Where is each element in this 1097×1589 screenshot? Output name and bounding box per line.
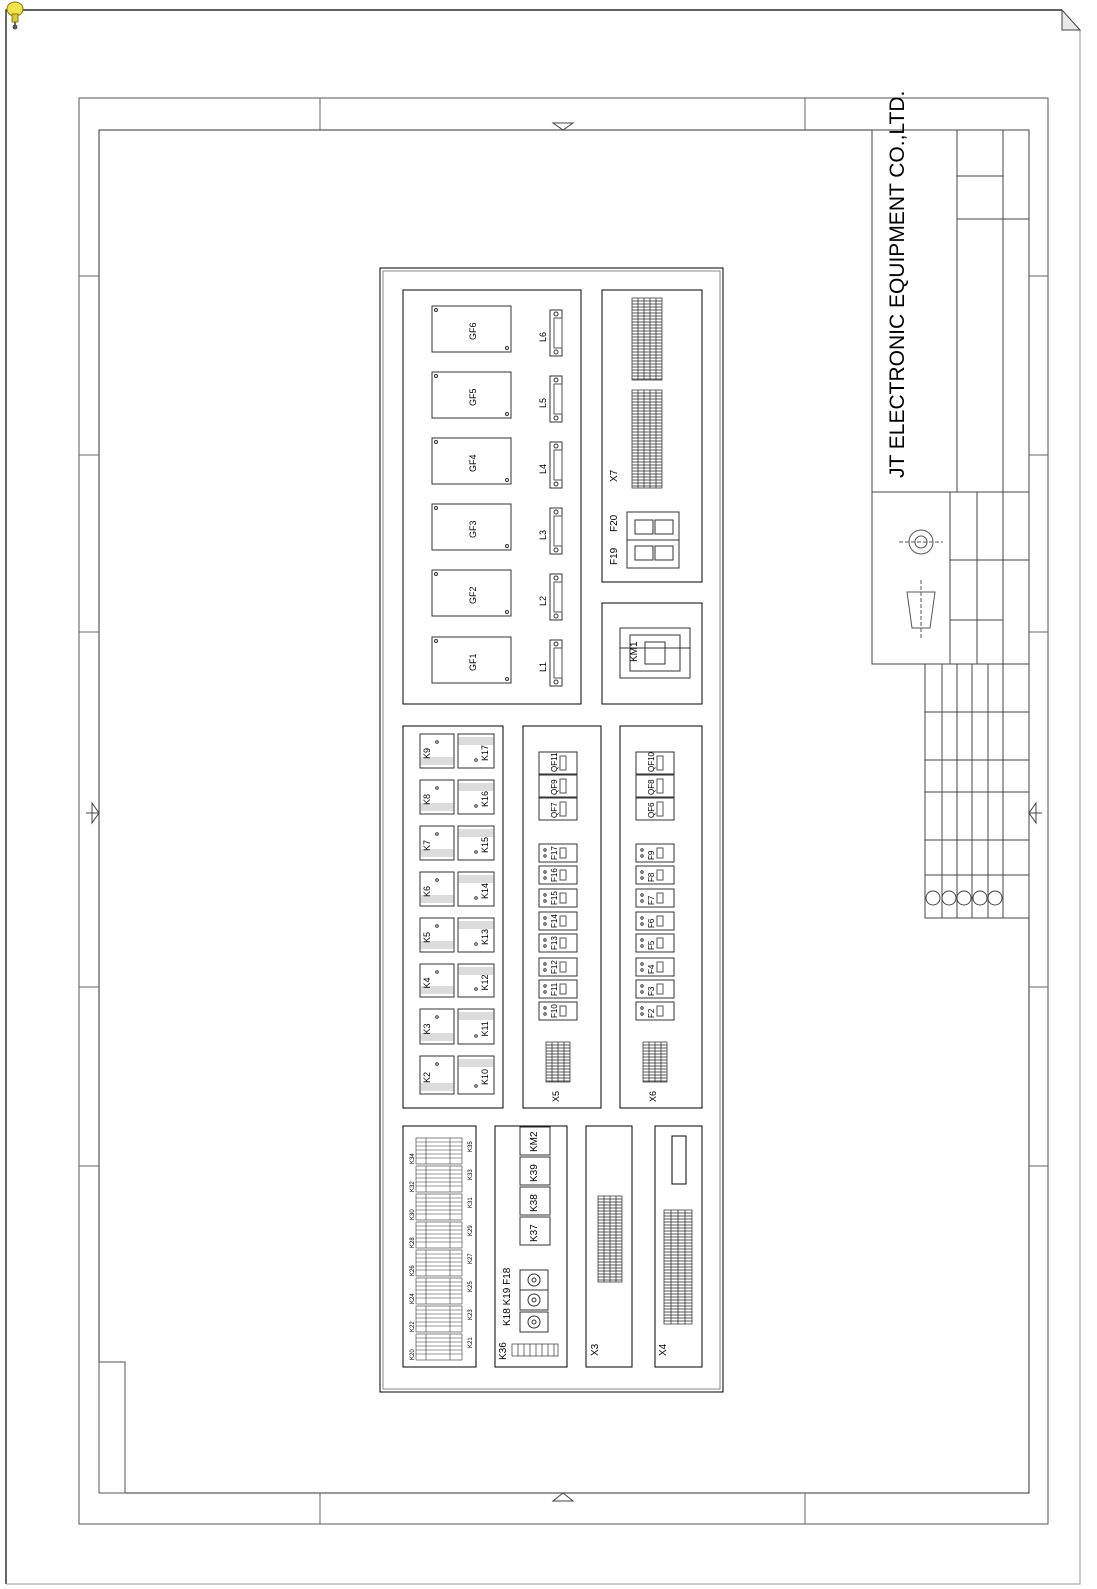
terminal-label: X6 [648,1090,658,1102]
module-k39 [520,1157,550,1185]
breaker-label: GF6 [468,322,478,340]
fuse-label: F2 [647,1008,656,1018]
timer-relays [520,1270,548,1332]
relay-label: K6 [422,885,432,897]
small-relay-pair [416,1222,462,1248]
relay-k5 [420,918,454,952]
reactor-l3 [538,508,562,554]
small-relay-group [410,1138,474,1360]
main-panel-outer [380,268,723,1392]
breaker-gf6 [432,306,511,352]
qf-label: QF11 [550,752,559,772]
reactor-label: L6 [538,331,548,342]
fuse-holder-f19-f20 [627,512,679,568]
module-km2 [520,1127,550,1155]
qf-label: QF6 [647,802,656,818]
small-relay-label: K22 [410,1321,416,1332]
relay-label: K8 [422,793,432,805]
x7-label: X7 [609,469,620,482]
reactor-label: L3 [538,529,548,540]
x3-panel [586,1126,632,1367]
relay-label: K7 [422,839,432,851]
reactor-label: L2 [538,595,548,606]
projection-symbol [899,530,943,640]
fuse-label: F7 [647,895,656,905]
relay-k10 [458,1056,494,1094]
breaker-qf11 [539,752,577,774]
fuse-f11 [539,980,577,998]
qf-label: QF9 [550,779,559,795]
relay-k3 [420,1009,454,1044]
fuse-label: F9 [647,850,656,860]
relay-k6 [420,872,454,906]
fuse-f10 [539,1002,577,1020]
small-relay-label: K23 [468,1309,474,1320]
breaker-qf10 [636,751,674,774]
x5-fuse-group [539,752,577,1102]
fuse-f8 [636,866,674,884]
small-relay-label: K29 [468,1225,474,1236]
relay-label: K11 [480,1021,490,1037]
module-label: K38 [529,1194,540,1212]
fuse-label: F11 [550,982,559,996]
k36-group [498,1127,558,1360]
reactor-l4 [538,442,562,488]
fuse-f13 [539,934,577,952]
relay-label: K5 [422,931,432,943]
pushpin-icon[interactable] [4,0,26,30]
relay-k4 [420,964,454,997]
x4-label-plate [672,1136,686,1184]
relay-k17 [458,734,494,768]
small-relay-pair [416,1278,462,1304]
f20-label: F20 [609,514,620,532]
small-relay-label: K20 [410,1349,416,1360]
fuse-label: F8 [647,872,656,882]
breaker-qf7 [539,798,577,820]
fuse-label: F4 [647,964,656,974]
page-corner-fold [1062,10,1080,30]
fuse-label: F6 [647,918,656,928]
fuse-f2 [636,1002,674,1020]
module-label: K39 [529,1164,540,1182]
x7-terminal-block-1 [632,298,662,380]
small-relay-pair [416,1166,462,1192]
relay-label: K2 [422,1071,432,1083]
reactor-l1 [538,640,562,686]
breaker-gf2 [432,570,511,616]
timer-labels: K18 K19 F18 [502,1267,513,1326]
km1-label: KM1 [629,641,640,662]
relay-label: K12 [480,974,490,991]
breaker-label: GF2 [468,586,478,604]
small-relay-label: K25 [468,1281,474,1292]
relay-k7 [420,826,454,860]
relay-label: K17 [480,744,490,761]
small-relay-pair [416,1250,462,1276]
gf-breaker-group [432,306,511,683]
reactor-label: L4 [538,463,548,474]
fuse-f9 [636,844,674,862]
breaker-gf5 [432,372,511,418]
terminal-label: X5 [551,1090,561,1102]
fuse-label: F12 [550,960,559,974]
relay-panel [403,726,503,1108]
fuse-label: F14 [550,914,559,928]
relay-k13 [458,918,494,952]
module-label: K37 [529,1224,540,1242]
small-relay-label: K35 [468,1141,474,1152]
reactor-group [538,310,562,686]
small-relay-label: K26 [410,1265,416,1276]
x4-label: X4 [658,1343,669,1356]
qf-label: QF8 [647,779,656,795]
small-relay-label: K31 [468,1197,474,1208]
qf-label: QF7 [550,802,559,818]
terminal-x5 [546,1042,570,1082]
x7-terminal-block-2 [632,390,662,488]
small-relay-label: K24 [410,1293,416,1304]
module-label: KM2 [529,1131,540,1152]
reactor-l5 [538,376,562,422]
breaker-gf3 [432,504,511,550]
small-relay-pair [416,1194,462,1220]
relay-k15 [458,826,494,860]
relay-label: K3 [422,1023,432,1035]
small-relay-label: K34 [410,1153,416,1164]
relay-label: K10 [480,1068,490,1085]
x7-terminal-group [632,298,662,488]
company-name: JT ELECTRONIC EQUIPMENT CO.,LTD. [886,90,909,478]
fuse-label: F13 [550,936,559,950]
small-relay-label: K21 [468,1337,474,1348]
reactor-l2 [538,574,562,620]
qf-label: QF10 [647,751,656,772]
fuse-f4 [636,958,674,976]
fuse-f14 [539,912,577,930]
relay-label: K13 [480,928,490,945]
fuse-f3 [636,980,674,998]
small-relay-pair [416,1138,462,1164]
relay-group [420,734,494,1094]
small-relay-label: K27 [468,1253,474,1264]
reactor-label: L1 [538,661,548,672]
small-relay-label: K33 [468,1169,474,1180]
relay-k8 [420,780,454,814]
x4-panel [655,1126,702,1367]
fuse-label: F10 [550,1004,559,1018]
breaker-label: GF3 [468,520,478,538]
breaker-label: GF4 [468,454,478,472]
fuse-f7 [636,889,674,907]
relay-k12 [458,964,494,997]
relay-k11 [458,1009,494,1044]
small-relay-label: K30 [410,1209,416,1220]
reactor-label: L5 [538,397,548,408]
module-k38 [520,1187,550,1215]
breaker-label: GF1 [468,653,478,671]
breaker-qf9 [539,775,577,797]
fuse-f16 [539,866,577,884]
x3-terminal-strip [598,1196,622,1282]
relay-label: K9 [422,747,432,759]
breaker-label: GF5 [468,388,478,406]
fuse-label: F3 [647,986,656,996]
relay-k9 [420,734,454,768]
breaker-qf6 [636,798,674,820]
small-relay-pair [416,1306,462,1332]
breaker-gf1 [432,637,511,683]
revision-box [99,1362,125,1493]
reactor-l6 [538,310,562,356]
fuse-label: F15 [550,891,559,905]
relay-k16 [458,780,494,814]
relay-label: K4 [422,977,432,989]
fuse-f6 [636,912,674,930]
x3-label: X3 [590,1343,601,1356]
breaker-gf4 [432,438,511,484]
f19-label: F19 [609,547,620,565]
breaker-qf8 [636,775,674,797]
terminal-x6 [643,1042,667,1082]
relay-label: K15 [480,836,490,853]
small-relay-pair [416,1334,462,1360]
x6-fuse-group [636,751,674,1102]
module-k37 [520,1217,550,1245]
relay-k36 [512,1344,558,1356]
fuse-label: F5 [647,940,656,950]
k36-panel [495,1126,567,1367]
x4-terminal-strip [664,1210,692,1324]
small-relay-label: K32 [410,1181,416,1192]
relay-label: K16 [480,790,490,807]
fuse-f15 [539,889,577,907]
fuse-f5 [636,934,674,952]
main-panel-inner [383,271,720,1389]
fuse-f12 [539,958,577,976]
fuse-f17 [539,844,577,862]
k36-label: K36 [498,1342,509,1360]
relay-k2 [420,1056,454,1094]
fuse-label: F16 [550,868,559,882]
fuse-label: F17 [550,846,559,860]
relay-label: K14 [480,882,490,899]
km1-panel [602,603,702,704]
small-relay-label: K28 [410,1237,416,1248]
relay-k14 [458,872,494,906]
